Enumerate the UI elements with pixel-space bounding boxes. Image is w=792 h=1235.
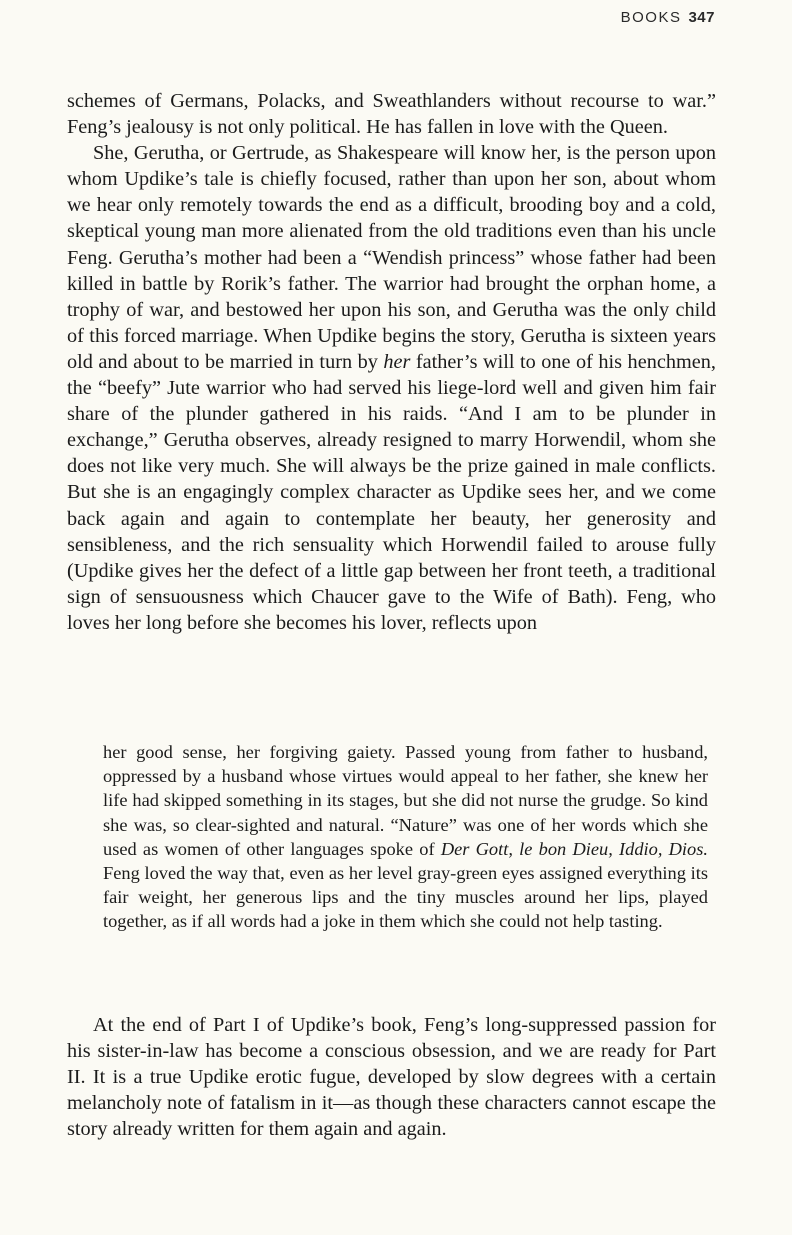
section-title: BOOKS xyxy=(620,9,682,26)
quote-emphasis: Der Gott, le bon Dieu, Iddio, Dios. xyxy=(440,838,708,859)
quote-text: her good sense, her forgiving gaiety. Passed young from father to husband, oppressed by a husband whose virtues would appeal to her father, she knew her life had skipped something in its stages, but she did not nurse the grudge. So kind she was, so clear-sighted and natural. “Nature” was one of her words which she used as women of other languages spoke of xyxy=(103,742,708,859)
paragraph-part-one: At the end of Part I of Updike’s book, Feng’s long-suppressed passion for his sister-in-law has become a conscious obsession, and we are ready for Part II. It is a true Updike erotic fugue, developed by slow degrees with a certain melancholy note of fatalism in it—as though these characters cannot escape the story already written for them again and again. xyxy=(67,1014,716,1141)
block-quote xyxy=(103,740,708,934)
quote-text: Feng loved the way that, even as her level gray-green eyes assigned everything its fair weight, her generous lips and the tiny muscles around her lips, played together, as if all words had a joke in them which she could not help tasting. xyxy=(103,863,708,932)
body-text xyxy=(67,88,716,636)
paragraph-continuation: schemes of Germans, Polacks, and Sweathlanders without recourse to war.” Feng’s jealousy is not only political. He has fallen in love with the Queen. xyxy=(67,90,716,139)
paragraph-text: father’s will to one of his henchmen, the “beefy” Jute warrior who had served his liege-lord well and given him fair share of the plunder gathered in his raids. “And I am to be plunder in exchange,” Gerutha observes, already resigned to marry Horwendil, whom she does not like very much. She will always be the prize gained in male conflicts. But she is an engagingly complex character as Updike sees her, and we come back again and again to contemplate her beauty, her generosity and sensibleness, and the rich sensuality which Horwendil failed to arouse fully (Updike gives her the defect of a little gap between her front teeth, a traditional sign of sensuousness which Chaucer gave to the Wife of Bath). Feng, who loves her long before she becomes his lover, reflects upon xyxy=(67,350,716,634)
paragraph-gerutha xyxy=(67,140,716,636)
closing-text xyxy=(67,1012,716,1142)
page-number: 347 xyxy=(688,9,715,26)
emphasis-text: her xyxy=(383,350,411,373)
quote-paragraph xyxy=(103,740,708,934)
running-head xyxy=(621,9,715,26)
paragraph-text: She, Gerutha, or Gertrude, as Shakespeare will know her, is the person upon whom Updike’s tale is chiefly focused, rather than upon her son, about whom we hear only remotely towards the end as a difficult, brooding boy and a cold, skeptical young man more alienated from the old traditions even than his uncle Feng. Gerutha’s mother had been a “Wendish princess” whose father had been killed in battle by Rorik’s father. The warrior had brought the orphan home, a trophy of war, and bestowed her upon his son, and Gerutha was the only child of this forced marriage. When Updike begins the story, Gerutha is sixteen years old and about to be married in turn by xyxy=(67,142,716,373)
